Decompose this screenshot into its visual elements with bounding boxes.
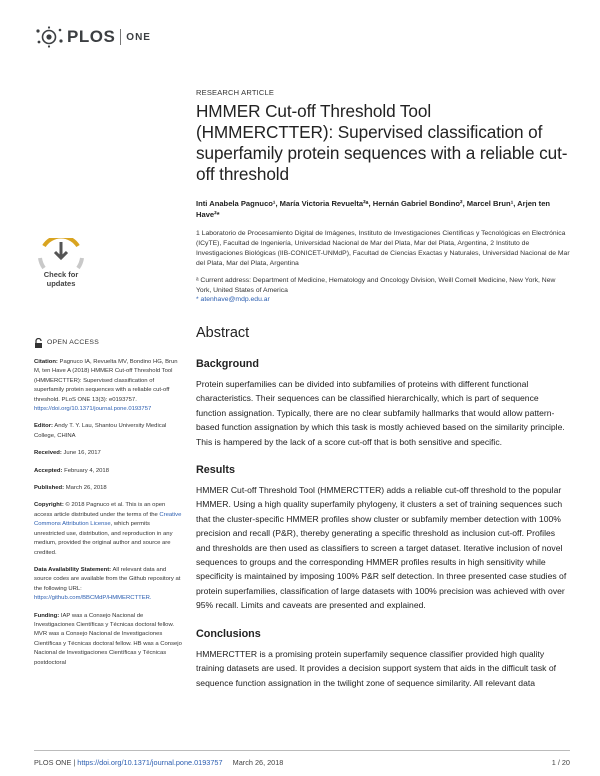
copyright (34, 501, 182, 557)
footer-date: March 26, 2018 (232, 758, 284, 767)
data-availability-text: All relevant data and source codes are available from the Github repository at the following URL: (34, 566, 181, 592)
footer-separator: | (71, 758, 78, 767)
received-label: Received: (34, 450, 62, 457)
published-label: Published: (34, 485, 65, 492)
footer-citation (34, 758, 283, 767)
open-access-label: OPEN ACCESS (47, 339, 100, 347)
plos-mark-icon (34, 26, 64, 48)
data-availability-label: Data Availability Statement: (34, 566, 112, 573)
citation-doi-link[interactable]: https://doi.org/10.1371/journal.pone.0193757 (34, 406, 152, 413)
copyright-text: © 2018 Pagnuco et al. This is an open access article distributed under the terms of the (34, 502, 166, 518)
author-list: Inti Anabela Pagnuco¹, María Victoria Revuelta²ᵃ, Hernán Gabriel Bondino², Marcel Brun¹, Arjen ten Have²* (196, 199, 551, 219)
published-date: March 26, 2018 (65, 485, 107, 492)
funding-label: Funding: (34, 612, 60, 619)
editor-label: Editor: (34, 423, 53, 430)
background-heading: Background (196, 358, 259, 370)
published (34, 484, 182, 493)
editor-text: Andy T. Y. Lau, Shantou University Medical College, CHINA (34, 423, 167, 439)
citation-text: Pagnuco IA, Revuelta MV, Bondino HG, Brun M, ten Have A (2018) HMMER Cut-off Threshold Tool (HMMERCTTER): Supervised classification of superfamily protein sequences with a reliable cut-off threshold. PLoS ONE 13(3): e0193757. (34, 359, 178, 403)
results-heading: Results (196, 464, 236, 477)
page-footer (34, 750, 570, 767)
corresponding-email[interactable]: * atenhave@mdp.edu.ar (196, 296, 270, 303)
logo-text: PLOS (67, 27, 116, 46)
citation-label: Citation: (34, 359, 58, 365)
logo-journal: ONE (126, 31, 151, 43)
editor (34, 422, 182, 441)
open-access-badge (34, 338, 182, 348)
funding-text: IAP was a Consejo Nacional de Investigaciones Científicas y Técnicas doctoral fellow. MVR was a Consejo Nacional de Investigaciones Científicas y Técnicas doctoral fellow. HB was a Consejo Nacional de Investigaciones Científicas y Técnicas postdoctoral (34, 612, 182, 666)
conclusions-heading: Conclusions (196, 627, 261, 640)
plos-logo[interactable] (34, 26, 151, 48)
affiliations: 1 Laboratorio de Procesamiento Digital de Imágenes, Instituto de Investigaciones Científicas y Tecnológicas en Electrónica (ICyTE), Facultad de Ingeniería, Universidad Nacional de Mar del Plata, Mar del Plata, Argentina, 2 Instituto de Investigaciones Biológicas (IIB-CONICET-UNMdP), Facultad de Ciencias Exactas y Naturales, Universidad Nacional de Mar del Plata, Mar del Plata, Argentina (196, 230, 570, 267)
footer-journal: PLOS ONE (34, 758, 72, 767)
received (34, 449, 182, 458)
article-title: HMMER Cut-off Threshold Tool (HMMERCTTER): Supervised classification of superfamily protein sequences with a reliable cut-off threshold (196, 101, 568, 184)
copyright-label: Copyright: (34, 502, 64, 509)
article-info-sidebar (34, 338, 182, 676)
logo-divider (120, 29, 121, 45)
open-lock-icon (34, 338, 43, 348)
footer-doi-link[interactable]: https://doi.org/10.1371/journal.pone.0193757 (77, 758, 223, 767)
article-main (196, 88, 570, 690)
page-number: 1 / 20 (551, 758, 570, 767)
article-type: RESEARCH ARTICLE (196, 88, 275, 97)
check-for-updates-label[interactable]: Check for updates (43, 270, 79, 288)
data-availability (34, 566, 182, 604)
accepted-date: February 4, 2018 (64, 467, 109, 474)
received-date: June 16, 2017 (63, 450, 101, 457)
conclusions-text: HMMERCTTER is a promising protein superfamily sequence classifier provided high quality training datasets are used. It provides a decision support system that aids in the difficult task of sequence function assignation in the twilight zone of sequence similarity. All relevant data (196, 648, 557, 688)
funding (34, 612, 182, 668)
copyright-text-end: , which permits unrestricted use, distribution, and reproduction in any medium, provided the original author and source are credited. (34, 521, 173, 556)
accepted-label: Accepted: (34, 467, 63, 474)
abstract-heading: Abstract (196, 325, 250, 341)
background-text: Protein superfamilies can be divided into subfamilies of proteins with different functional characteristics. Their sequences can be classified hierarchically, which is part of sequence function assignation. Typically, there are no clear subfamily hallmarks that would allow pattern-based function assignation by which this task is mostly achieved based on the similarity principle. This is hampered by the lack of a score cut-off that is both sensitive and specific. (196, 379, 565, 447)
github-link[interactable]: https://github.com/BBCMdP/HMMERCTTER. (34, 595, 152, 602)
citation (34, 358, 182, 414)
results-text: HMMER Cut-off Threshold Tool (HMMERCTTER) adds a reliable cut-off threshold to the popular HMMER. Using a high quality superfamily phylogeny, it clusters a set of training sequences such that the cluster-specific HMMER profiles show cluster or subfamily member detection with 100% precision and recall (P&R), thereby generating a specific threshold as inclusion cut-off. Profiles and thresholds are then used as classifiers to screen a target dataset. Iterative inclusion of novel sequences to groups and the corresponding HMMER profiles results in high sensitivity while specificity is maintained by imposing 100% P&R self detection. In three presented case studies of protein superfamilies, classification of large datasets with 100% precision was achieved with over 95% recall. Limits and caveats are presented and explained. (196, 485, 567, 611)
current-address: ᵃ Current address: Department of Medicine, Hematology and Oncology Division, Weill Cornell Medicine, New York, New York, United States of America (196, 277, 556, 294)
accepted (34, 467, 182, 476)
license-link[interactable]: Creative Commons Attribution License (34, 511, 182, 528)
